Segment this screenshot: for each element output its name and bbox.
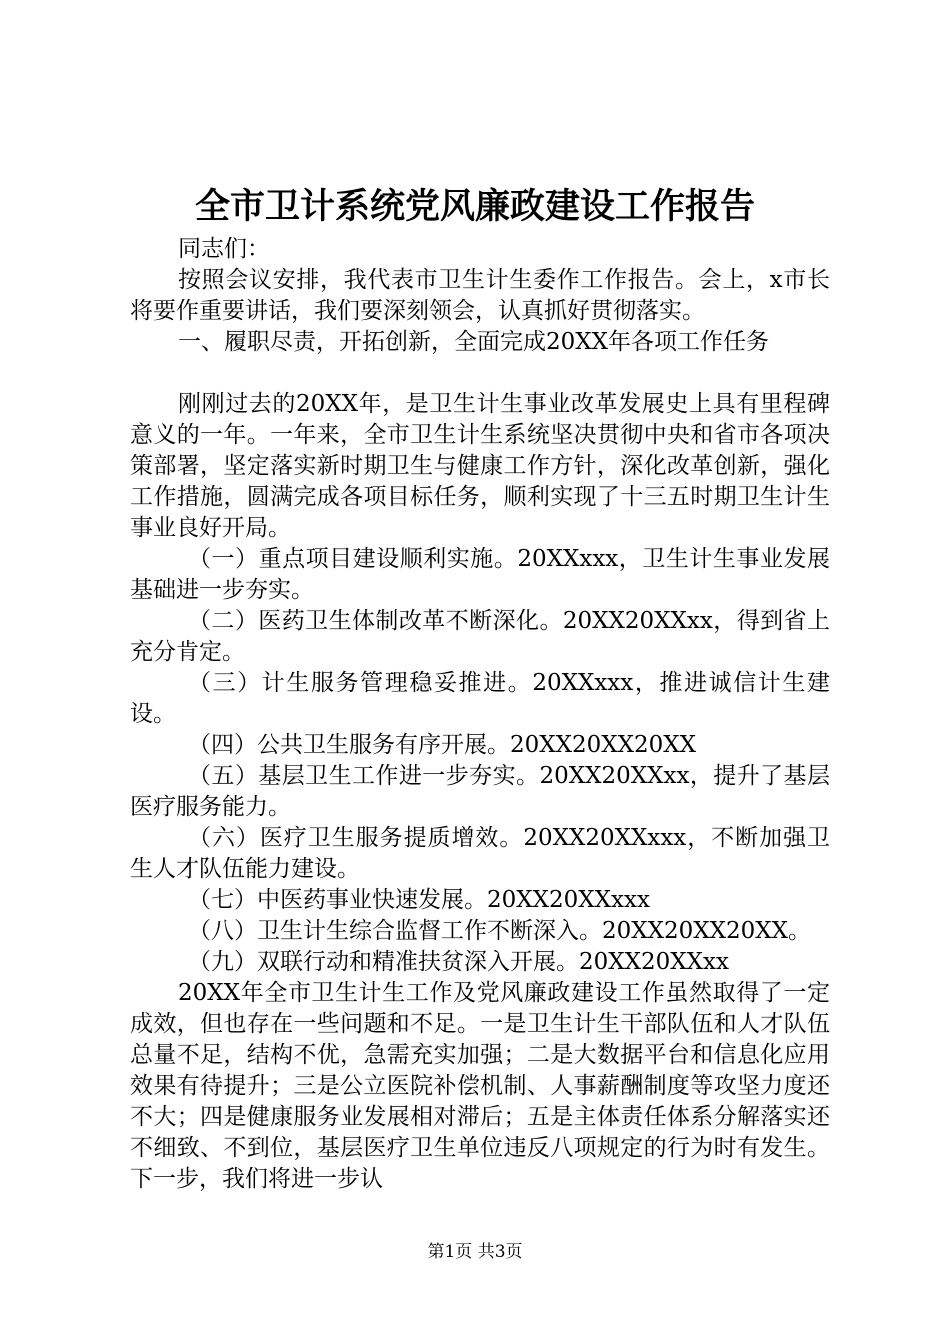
list-item-3: （三）计生服务管理稳妥推进。20XXxxx，推进诚信计生建设。 <box>130 670 830 727</box>
list-item-8: （八）卫生计生综合监督工作不断深入。20XX20XX20XX。 <box>188 918 812 944</box>
list-item-2: （二）医药卫生体制改革不断深化。20XX20XXxx，得到省上充分肯定。 <box>130 608 830 665</box>
document-body <box>130 234 830 1195</box>
greeting: 同志们： <box>178 236 270 262</box>
list-item-9: （九）双联行动和精准扶贫深入开展。20XX20XXxx <box>188 949 729 975</box>
list-item-4: （四）公共卫生服务有序开展。20XX20XX20XX <box>188 732 697 758</box>
document-title: 全市卫计系统党风廉政建设工作报告 <box>194 186 755 227</box>
blank-line <box>130 358 830 389</box>
list-item-6: （六）医疗卫生服务提质增效。20XX20XXxxx，不断加强卫生人才队伍能力建设。 <box>130 825 830 882</box>
page-indicator: 第1页 共3页 <box>427 1242 523 1262</box>
section-heading-1: 一、履职尽责，开拓创新，全面完成20XX年各项工作任务 <box>178 329 770 355</box>
paragraph-problems: 20XX年全市卫生计生工作及党风廉政建设工作虽然取得了一定成效，但也存在一些问题和不足。一是卫生计生干部队伍和人才队伍总量不足，结构不优，急需充实加强；二是大数据平台和信息化应用效果有待提升；三是公立医院补偿机制、人事薪酬制度等攻坚力度还不大；四是健康服务业发展相对滞后；五是主体责任体系分解落实还不细致、不到位，基层医疗卫生单位违反八项规定的行为时有发生。下一步，我们将进一步认 <box>130 980 830 1192</box>
paragraph-review: 刚刚过去的20XX年，是卫生计生事业改革发展史上具有里程碑意义的一年。一年来，全市卫生计生系统坚决贯彻中央和省市各项决策部署，坚定落实新时期卫生与健康工作方针，深化改革创新，强化工作措施，圆满完成各项目标任务，顺利实现了十三五时期卫生计生事业良好开局。 <box>130 391 830 541</box>
paragraph-intro: 按照会议安排，我代表市卫生计生委作工作报告。会上，x市长将要作重要讲话，我们要深刻领会，认真抓好贯彻落实。 <box>130 267 830 324</box>
list-item-7: （七）中医药事业快速发展。20XX20XXxxx <box>188 887 650 913</box>
list-item-5: （五）基层卫生工作进一步夯实。20XX20XXxx，提升了基层医疗服务能力。 <box>130 763 830 820</box>
list-item-1: （一）重点项目建设顺利实施。20XXxxx，卫生计生事业发展基础进一步夯实。 <box>130 546 830 603</box>
